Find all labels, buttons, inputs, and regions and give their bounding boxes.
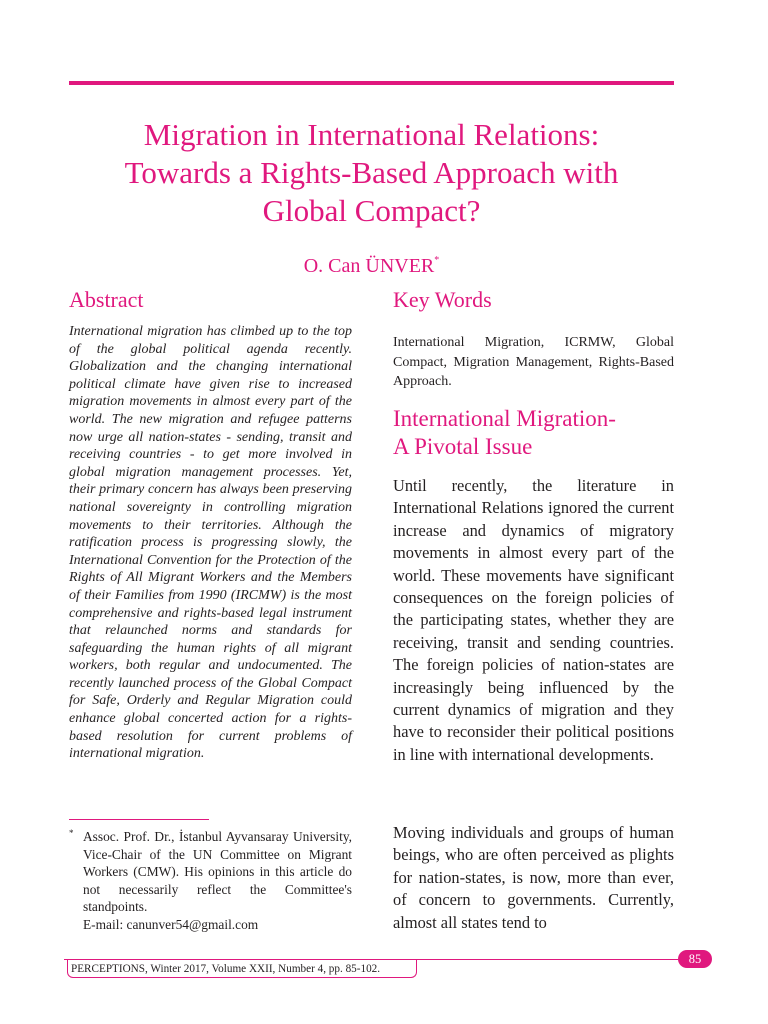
body-paragraph: Until recently, the literature in International Relations ignored the current increase and dynamics of migratory movements in almost every part of the world. These movements have significant consequences on the foreign policies of the participating states, whether they are receiving, transit and sending countries. The foreign policies of nation-states are increasingly being influenced by the current dynamics of migration and they have to reconsider their political positions in line with international developments. (393, 476, 674, 764)
section-heading (393, 405, 678, 461)
keywords-text: International Migration, ICRMW, Global Compact, Migration Management, Rights-Based Approach. (393, 335, 674, 389)
top-rule (69, 81, 674, 85)
section-heading-line: International Migration- (393, 406, 616, 431)
footnote-email: E-mail: canunver54@gmail.com (83, 916, 259, 932)
page-number-badge: 85 (678, 950, 712, 968)
footnote-mark: * (69, 828, 74, 838)
abstract-heading: Abstract (69, 287, 144, 312)
section-heading-line: A Pivotal Issue (393, 434, 533, 459)
keywords-heading: Key Words (393, 287, 492, 312)
title-line: Migration in International Relations: (143, 117, 600, 152)
title-line: Global Compact? (262, 193, 481, 228)
footer-citation: PERCEPTIONS, Winter 2017, Volume XXII, Number 4, pp. 85-102. (71, 963, 381, 975)
footnote-rule (69, 819, 209, 820)
footnote-affiliation: Assoc. Prof. Dr., İstanbul Ayvansaray University, Vice-Chair of the UN Committee on Migrant Workers (CMW). His opinions in this article do not necessarily reflect the Committee's standpoints. (83, 829, 352, 914)
author-footnote-mark: * (434, 255, 440, 266)
author-name: O. Can ÜNVER (303, 255, 435, 277)
article-title (69, 116, 674, 230)
title-line: Towards a Rights-Based Approach with (124, 155, 619, 190)
body-paragraph: Moving individuals and groups of human beings, who are often perceived as plights for nation-states, is now, more than ever, of concern to governments. Currently, almost all states tend to (393, 823, 674, 932)
footnote-body (83, 828, 352, 933)
abstract-text: International migration has climbed up to the top of the global political agenda recently. Globalization and the changing international political climate have given rise to increased migration movements in almost every part of the world. The new migration and refugee patterns now urge all nation-states - sending, transit and receiving countries - to get more involved in global migration management processes. Yet, their primary concern has always been preserving national sovereignty in controlling migration movements to their territories. Although the ratification process is progressing slowly, the International Convention for the Protection of the Rights of All Migrant Workers and the Members of their Families from 1990 (IRCMW) is the most comprehensive and rights-based legal instrument that relaunched norms and standards for safeguarding the human rights of all migrant workers, both regular and undocumented. The recently launched process of the Global Compact for Safe, Orderly and Regular Migration could enhance global concerted action for a rights-based resolution for current problems of international migration. (69, 324, 352, 762)
author-line (69, 249, 674, 278)
